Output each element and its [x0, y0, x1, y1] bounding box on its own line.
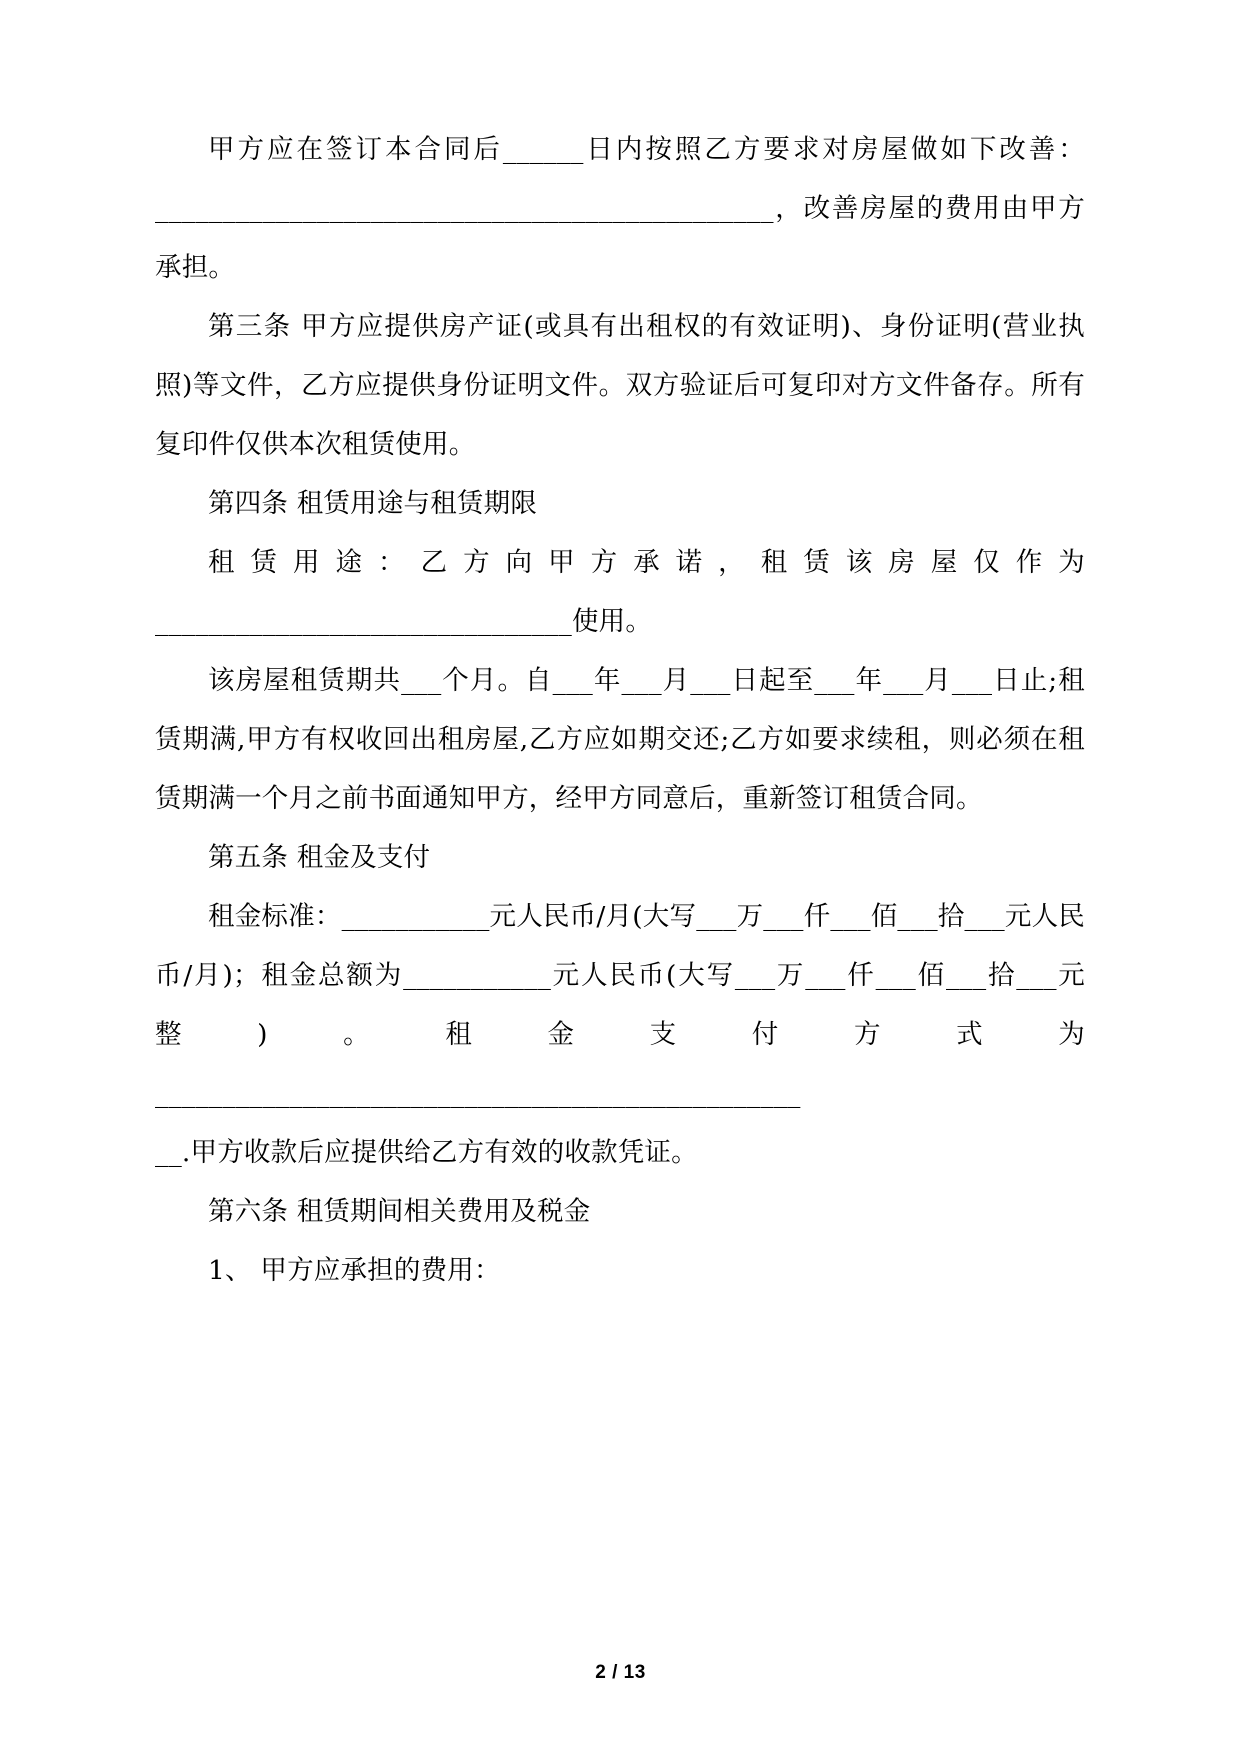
page-number: 2 / 13 — [595, 1662, 646, 1683]
paragraph-rent-standard: 租金标准：___________元人民币/月(大写___万___仟___佰___拾___元人民币/月)；租金总额为___________元人民币(大写___万___仟___佰___拾___元整)。租金支付方式为 — [155, 901, 1085, 1050]
paragraph-rent-payment-blank: ________________________________________________ — [155, 1078, 801, 1109]
paragraph-party-a-fees: 1、 甲方应承担的费用： — [208, 1255, 501, 1286]
paragraph-article-four-title: 第四条 租赁用途与租赁期限 — [208, 488, 538, 519]
paragraph-lease-term: 该房屋租赁期共___个月。自___年___月___日起至___年___月___日止;租赁期满,甲方有权收回出租房屋,乙方应如期交还;乙方如要求续租，则必须在租赁期满一个月之前书面通知甲方，经甲方同意后，重新签订租赁合同。 — [155, 665, 1085, 814]
paragraph-lease-purpose: 租赁用途：乙方向甲方承诺，租赁该房屋仅作为 — [208, 547, 1085, 578]
paragraph-improvement-clause: 甲方应在签订本合同后______日内按照乙方要求对房屋做如下改善： — [208, 134, 1085, 165]
document-body — [155, 120, 1085, 1300]
paragraph-improvement-blank: ______________________________________________，改善房屋的费用由甲方承担。 — [155, 193, 1085, 283]
paragraph-article-six-title: 第六条 租赁期间相关费用及税金 — [208, 1196, 591, 1227]
paragraph-lease-purpose-blank: _______________________________使用。 — [155, 606, 653, 637]
paragraph-article-three: 第三条 甲方应提供房产证(或具有出租权的有效证明)、身份证明(营业执照)等文件，乙方应提供身份证明文件。双方验证后可复印对方文件备存。所有复印件仅供本次租赁使用。 — [155, 311, 1085, 460]
paragraph-receipt-clause: __.甲方收款后应提供给乙方有效的收款凭证。 — [155, 1137, 698, 1168]
paragraph-article-five-title: 第五条 租金及支付 — [208, 842, 431, 873]
